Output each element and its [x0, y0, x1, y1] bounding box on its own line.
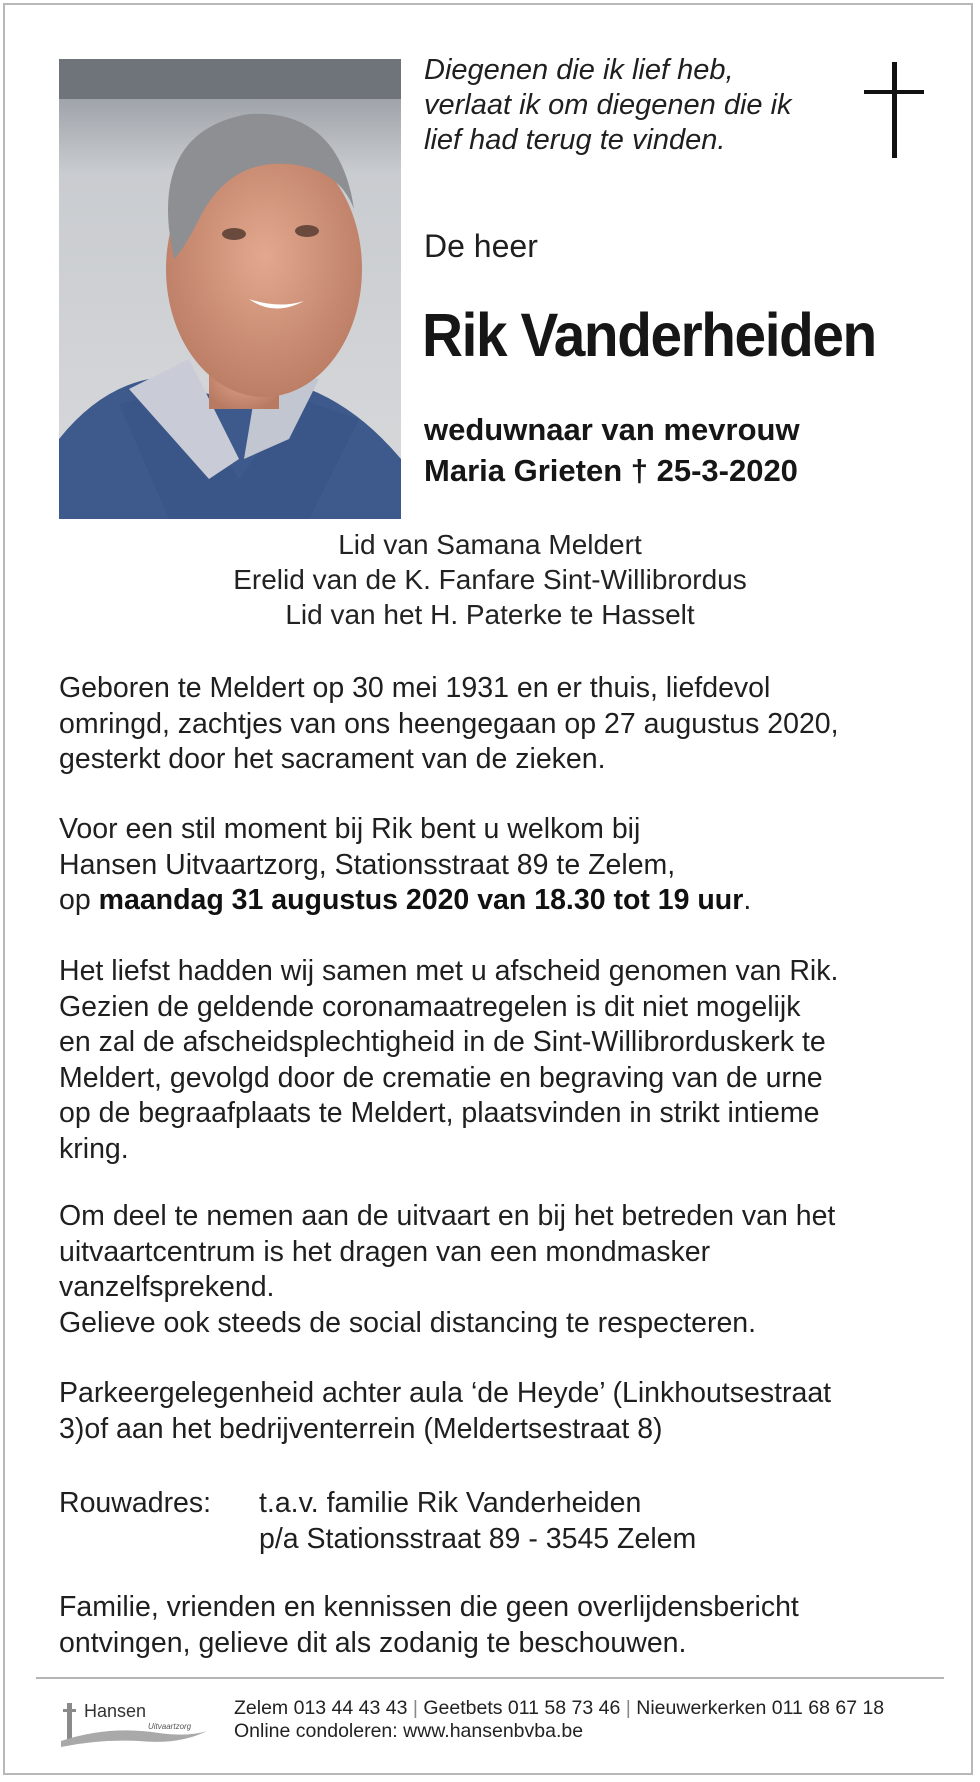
text-line: uitvaartcentrum is het dragen van een mondmasker: [59, 1235, 711, 1268]
birth-paragraph: [59, 671, 939, 778]
phone-zelem: Zelem 013 44 43 43: [234, 1697, 408, 1719]
widow-line: weduwnaar van mevrouw: [424, 412, 800, 447]
text-line: op de begraafplaats te Meldert, plaatsvinden in strikt intieme: [59, 1097, 820, 1129]
farewell-paragraph: [59, 954, 939, 1167]
text-line: omringd, zachtjes van ons heengegaan op 27 augustus 2020,: [59, 707, 839, 740]
text-line: Om deel te nemen aan de uitvaart en bij het betreden van het: [59, 1200, 836, 1232]
text-line: Geboren te Meldert op 30 mei 1931 en er thuis, liefdevol: [59, 672, 771, 704]
widow-note: [424, 409, 800, 491]
footer-contact: [234, 1697, 884, 1743]
closing-paragraph: [59, 1590, 939, 1661]
text-line: en zal de afscheidsplechtigheid in de Sint-Willibrorduskerk te: [59, 1026, 826, 1058]
address-line: p/a Stationsstraat 89 - 3545 Zelem: [259, 1523, 697, 1555]
footer-divider: [36, 1677, 944, 1679]
text-line: Gezien de geldende coronamaatregelen is dit niet mogelijk: [59, 990, 801, 1023]
text-line: Parkeergelegenheid achter aula ‘de Heyde’ (Linkhoutsestraat: [59, 1377, 832, 1409]
address-line: t.a.v. familie Rik Vanderheiden: [259, 1487, 642, 1519]
mourning-address: [259, 1485, 696, 1557]
portrait-photo: [59, 59, 401, 519]
visit-time: maandag 31 augustus 2020 van 18.30 tot 19 uur: [98, 884, 744, 916]
visit-paragraph: [59, 812, 939, 919]
phone-line: [234, 1697, 884, 1720]
salutation: De heer: [424, 228, 538, 264]
separator: |: [625, 1697, 631, 1719]
phone-nieuwerkerken: Nieuwerkerken 011 68 67 18: [636, 1697, 885, 1719]
text-line: kring.: [59, 1132, 129, 1165]
separator: |: [412, 1697, 418, 1719]
cross-icon: [864, 62, 924, 158]
text-line: Hansen Uitvaartzorg, Stationsstraat 89 te Zelem,: [59, 848, 676, 881]
text-line: gesterkt door het sacrament van de zieken.: [59, 743, 606, 775]
memorial-quote: [424, 53, 844, 158]
quote-line: Diegenen die ik lief heb,: [424, 54, 734, 86]
deceased-name: Rik Vanderheiden: [422, 301, 876, 369]
parking-paragraph: [59, 1376, 939, 1447]
text-span: op: [59, 884, 99, 916]
text-line: vanzelfsprekend.: [59, 1271, 275, 1303]
quote-line: lief had terug te vinden.: [424, 124, 726, 156]
logo-subtitle: Uitvaartzorg: [148, 1722, 192, 1731]
membership-line: Erelid van de K. Fanfare Sint-Willibrordus: [233, 564, 747, 595]
text-line: Meldert, gevolgd door de crematie en begraving van de urne: [59, 1061, 823, 1094]
mask-paragraph: [59, 1199, 939, 1341]
mourning-address-label: Rouwadres:: [59, 1487, 212, 1519]
text-line: Voor een stil moment bij Rik bent u welkom bij: [59, 813, 641, 845]
memberships: [0, 527, 980, 632]
text-span: .: [743, 884, 752, 916]
quote-line: verlaat ik om diegenen die ik: [424, 89, 792, 121]
membership-line: Lid van Samana Meldert: [338, 529, 642, 560]
text-line: 3)of aan het bedrijventerrein (Meldertsestraat 8): [59, 1412, 663, 1445]
text-line: ontvingen, gelieve dit als zodanig te beschouwen.: [59, 1626, 687, 1659]
membership-line: Lid van het H. Paterke te Hasselt: [285, 599, 695, 630]
online-condolence-link[interactable]: Online condoleren: www.hansenbvba.be: [234, 1720, 584, 1742]
widow-line: Maria Grieten † 25-3-2020: [424, 453, 798, 488]
logo-name: Hansen: [84, 1701, 147, 1721]
text-line: Gelieve ook steeds de social distancing te respecteren.: [59, 1306, 757, 1339]
text-line: Familie, vrienden en kennissen die geen overlijdensbericht: [59, 1591, 799, 1623]
text-line: [59, 883, 939, 919]
text-line: Het liefst hadden wij samen met u afscheid genomen van Rik.: [59, 955, 839, 987]
phone-geetbets: Geetbets 011 58 73 46: [423, 1697, 621, 1719]
